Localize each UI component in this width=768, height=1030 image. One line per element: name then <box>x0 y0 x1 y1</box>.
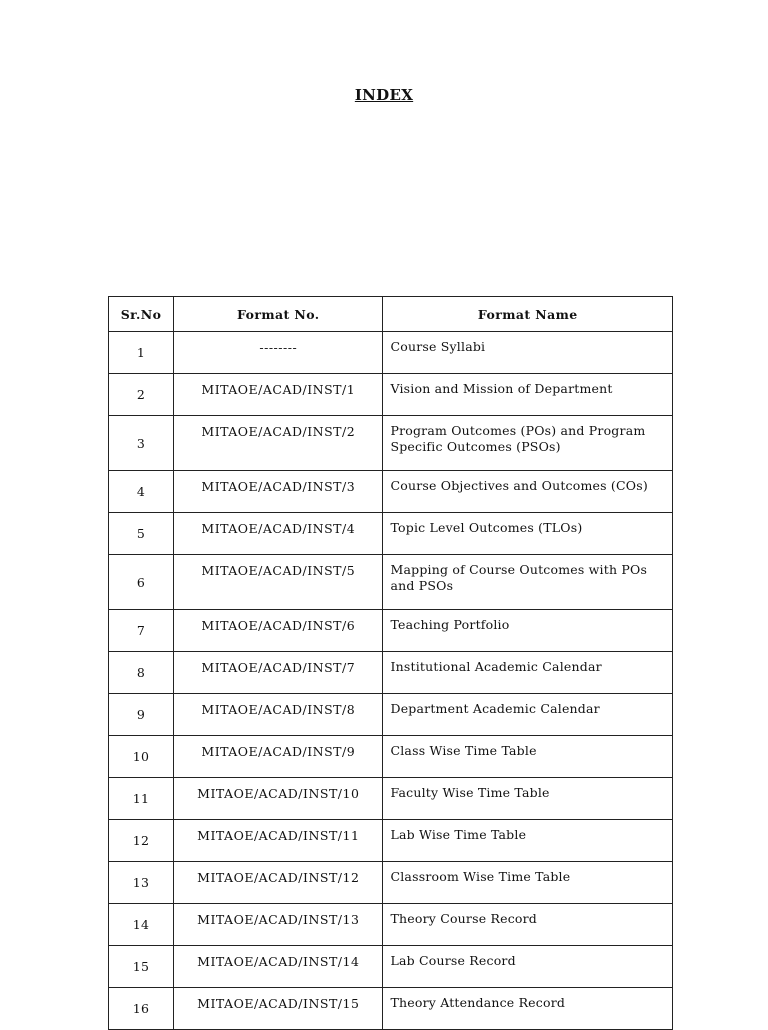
cell-sr-no: 16 <box>109 988 174 1030</box>
cell-sr-no: 6 <box>109 555 174 610</box>
cell-sr-no: 2 <box>109 374 174 416</box>
cell-sr-no: 5 <box>109 513 174 555</box>
cell-format-name: Program Outcomes (POs) and Program Specific Outcomes (PSOs) <box>383 416 673 471</box>
table-row <box>109 416 673 471</box>
table-row <box>109 513 673 555</box>
cell-format-name: Theory Course Record <box>383 904 673 946</box>
cell-format-no: MITAOE/ACAD/INST/15 <box>174 988 383 1030</box>
cell-sr-no: 9 <box>109 694 174 736</box>
cell-format-name: Classroom Wise Time Table <box>383 862 673 904</box>
table-row <box>109 471 673 513</box>
table-row <box>109 862 673 904</box>
cell-sr-no: 12 <box>109 820 174 862</box>
cell-sr-no: 7 <box>109 610 174 652</box>
cell-sr-no: 8 <box>109 652 174 694</box>
table-row <box>109 820 673 862</box>
cell-format-no: MITAOE/ACAD/INST/13 <box>174 904 383 946</box>
cell-format-no: MITAOE/ACAD/INST/14 <box>174 946 383 988</box>
cell-format-name: Theory Attendance Record <box>383 988 673 1030</box>
page-title: INDEX <box>354 86 414 104</box>
cell-sr-no: 3 <box>109 416 174 471</box>
cell-format-name: Vision and Mission of Department <box>383 374 673 416</box>
cell-format-no: -------- <box>174 332 383 374</box>
cell-format-no: MITAOE/ACAD/INST/10 <box>174 778 383 820</box>
table-row <box>109 778 673 820</box>
cell-format-name: Course Syllabi <box>383 332 673 374</box>
table-row <box>109 555 673 610</box>
table-row <box>109 694 673 736</box>
cell-format-no: MITAOE/ACAD/INST/2 <box>174 416 383 471</box>
table-row <box>109 610 673 652</box>
cell-sr-no: 13 <box>109 862 174 904</box>
cell-format-no: MITAOE/ACAD/INST/5 <box>174 555 383 610</box>
cell-sr-no: 10 <box>109 736 174 778</box>
cell-format-name: Course Objectives and Outcomes (COs) <box>383 471 673 513</box>
cell-format-name: Class Wise Time Table <box>383 736 673 778</box>
index-table <box>108 296 673 1030</box>
cell-sr-no: 1 <box>109 332 174 374</box>
table-row <box>109 374 673 416</box>
cell-format-no: MITAOE/ACAD/INST/3 <box>174 471 383 513</box>
cell-format-name: Topic Level Outcomes (TLOs) <box>383 513 673 555</box>
cell-format-name: Mapping of Course Outcomes with POs and PSOs <box>383 555 673 610</box>
cell-format-no: MITAOE/ACAD/INST/6 <box>174 610 383 652</box>
header-format-name: Format Name <box>383 297 673 332</box>
cell-sr-no: 4 <box>109 471 174 513</box>
table-row <box>109 988 673 1030</box>
table-row <box>109 652 673 694</box>
cell-format-no: MITAOE/ACAD/INST/4 <box>174 513 383 555</box>
cell-sr-no: 15 <box>109 946 174 988</box>
cell-format-name: Lab Course Record <box>383 946 673 988</box>
cell-format-no: MITAOE/ACAD/INST/7 <box>174 652 383 694</box>
cell-format-no: MITAOE/ACAD/INST/9 <box>174 736 383 778</box>
cell-format-no: MITAOE/ACAD/INST/8 <box>174 694 383 736</box>
table-header-row <box>109 297 673 332</box>
table-row <box>109 946 673 988</box>
cell-format-name: Teaching Portfolio <box>383 610 673 652</box>
table-row <box>109 332 673 374</box>
cell-format-no: MITAOE/ACAD/INST/11 <box>174 820 383 862</box>
table-row <box>109 736 673 778</box>
cell-format-no: MITAOE/ACAD/INST/12 <box>174 862 383 904</box>
cell-sr-no: 14 <box>109 904 174 946</box>
cell-format-name: Faculty Wise Time Table <box>383 778 673 820</box>
cell-format-name: Institutional Academic Calendar <box>383 652 673 694</box>
header-sr-no: Sr.No <box>109 297 174 332</box>
cell-format-no: MITAOE/ACAD/INST/1 <box>174 374 383 416</box>
table-row <box>109 904 673 946</box>
header-format-no: Format No. <box>174 297 383 332</box>
cell-sr-no: 11 <box>109 778 174 820</box>
cell-format-name: Department Academic Calendar <box>383 694 673 736</box>
cell-format-name: Lab Wise Time Table <box>383 820 673 862</box>
